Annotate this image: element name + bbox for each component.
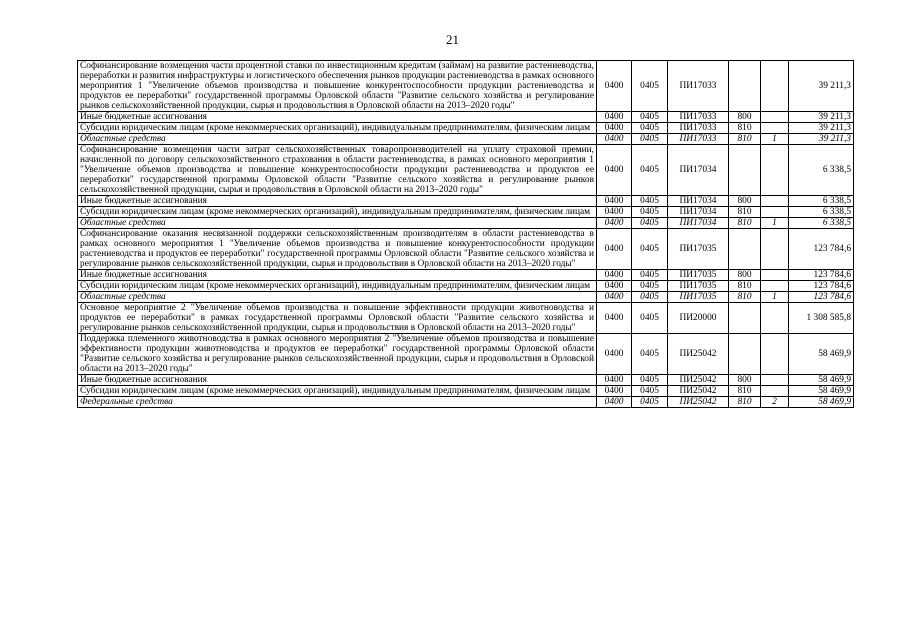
expense-type-code — [729, 334, 761, 375]
target-article-code: ПИ17035 — [668, 281, 729, 292]
funding-source-code — [761, 61, 789, 112]
amount: 39 211,3 — [789, 123, 854, 134]
subsection-code: 0405 — [632, 61, 668, 112]
row-description: Иные бюджетные ассигнования — [78, 375, 597, 386]
subsection-code: 0405 — [632, 112, 668, 123]
target-article-code: ПИ17035 — [668, 292, 729, 303]
expense-type-code: 810 — [729, 292, 761, 303]
funding-source-code — [761, 145, 789, 196]
subsection-code: 0405 — [632, 145, 668, 196]
table-row — [78, 207, 854, 218]
subsection-code: 0405 — [632, 281, 668, 292]
budget-table — [77, 60, 854, 408]
page-number: 21 — [446, 32, 459, 47]
table-row — [78, 334, 854, 375]
funding-source-code: 2 — [761, 397, 789, 408]
target-article-code: ПИ25042 — [668, 334, 729, 375]
table-row — [78, 112, 854, 123]
funding-source-code — [761, 112, 789, 123]
funding-source-code — [761, 281, 789, 292]
table-row — [78, 303, 854, 334]
funding-source-code — [761, 123, 789, 134]
amount: 58 469,9 — [789, 397, 854, 408]
amount: 123 784,6 — [789, 270, 854, 281]
section-code: 0400 — [597, 61, 632, 112]
subsection-code: 0405 — [632, 292, 668, 303]
subsection-code: 0405 — [632, 270, 668, 281]
table-row — [78, 229, 854, 270]
subsection-code: 0405 — [632, 229, 668, 270]
table-row — [78, 397, 854, 408]
subsection-code: 0405 — [632, 134, 668, 145]
section-code: 0400 — [597, 303, 632, 334]
table-row — [78, 270, 854, 281]
subsection-code: 0405 — [632, 218, 668, 229]
section-code: 0400 — [597, 292, 632, 303]
amount: 58 469,9 — [789, 334, 854, 375]
table-row — [78, 134, 854, 145]
section-code: 0400 — [597, 196, 632, 207]
expense-type-code: 810 — [729, 386, 761, 397]
target-article-code: ПИ17035 — [668, 229, 729, 270]
row-description: Субсидии юридическим лицам (кроме некоммерческих организаций), индивидуальным предпринимателям, физическим лицам — [78, 207, 597, 218]
section-code: 0400 — [597, 375, 632, 386]
funding-source-code: 1 — [761, 134, 789, 145]
row-description: Иные бюджетные ассигнования — [78, 112, 597, 123]
amount: 6 338,5 — [789, 207, 854, 218]
expense-type-code — [729, 145, 761, 196]
funding-source-code — [761, 196, 789, 207]
row-description: Софинансирование возмещения части процентной ставки по инвестиционным кредитам (займам) на развитие растениеводства, переработки и развития инфраструктуры и логистического обеспечения рынков продукции растениеводства в рамках основного мероприятия 1 "Увеличение объемов производства и повышение конкурентоспособности продукции растениеводства и продуктов ее переработки" государственной программы Орловской области "Развитие сельского хозяйства и регулирование рынков сельскохозяйственной продукции, сырья и продовольствия в Орловской области на 2013–2020 годы" — [78, 61, 597, 112]
target-article-code: ПИ17033 — [668, 112, 729, 123]
amount: 6 338,5 — [789, 196, 854, 207]
amount: 58 469,9 — [789, 386, 854, 397]
amount: 39 211,3 — [789, 134, 854, 145]
amount: 6 338,5 — [789, 145, 854, 196]
subsection-code: 0405 — [632, 303, 668, 334]
subsection-code: 0405 — [632, 207, 668, 218]
row-description: Областные средства — [78, 292, 597, 303]
expense-type-code: 810 — [729, 207, 761, 218]
row-description: Субсидии юридическим лицам (кроме некоммерческих организаций), индивидуальным предпринимателям, физическим лицам — [78, 386, 597, 397]
row-description: Федеральные средства — [78, 397, 597, 408]
expense-type-code: 800 — [729, 196, 761, 207]
target-article-code: ПИ25042 — [668, 375, 729, 386]
section-code: 0400 — [597, 229, 632, 270]
target-article-code: ПИ25042 — [668, 397, 729, 408]
amount: 6 338,5 — [789, 218, 854, 229]
amount: 123 784,6 — [789, 281, 854, 292]
target-article-code: ПИ17035 — [668, 270, 729, 281]
expense-type-code: 800 — [729, 375, 761, 386]
row-description: Софинансирование возмещения части затрат сельскохозяйственных товаропроизводителей на уплату страховой премии, начисленной по договору сельскохозяйственного страхования в области растениеводства, в рамках основного мероприятия 1 "Увеличение объемов производства и повышение конкурентоспособности продукции растениеводства и продуктов ее переработки" государственной программы Орловской области "Развитие сельского хозяйства и регулирование рынков сельскохозяйственной продукции, сырья и продовольствия в Орловской области на 2013–2020 годы" — [78, 145, 597, 196]
expense-type-code: 810 — [729, 134, 761, 145]
row-description: Иные бюджетные ассигнования — [78, 270, 597, 281]
target-article-code: ПИ17034 — [668, 145, 729, 196]
row-description: Субсидии юридическим лицам (кроме некоммерческих организаций), индивидуальным предпринимателям, физическим лицам — [78, 281, 597, 292]
expense-type-code: 800 — [729, 112, 761, 123]
subsection-code: 0405 — [632, 196, 668, 207]
expense-type-code — [729, 229, 761, 270]
amount: 39 211,3 — [789, 112, 854, 123]
table-row — [78, 218, 854, 229]
target-article-code: ПИ17034 — [668, 207, 729, 218]
row-description: Областные средства — [78, 218, 597, 229]
table-row — [78, 123, 854, 134]
expense-type-code: 810 — [729, 218, 761, 229]
expense-type-code — [729, 61, 761, 112]
subsection-code: 0405 — [632, 386, 668, 397]
funding-source-code — [761, 270, 789, 281]
expense-type-code: 800 — [729, 270, 761, 281]
table-row — [78, 145, 854, 196]
target-article-code: ПИ20000 — [668, 303, 729, 334]
table-row — [78, 61, 854, 112]
expense-type-code — [729, 303, 761, 334]
target-article-code: ПИ17034 — [668, 196, 729, 207]
expense-type-code: 810 — [729, 123, 761, 134]
expense-type-code: 810 — [729, 281, 761, 292]
section-code: 0400 — [597, 281, 632, 292]
section-code: 0400 — [597, 123, 632, 134]
section-code: 0400 — [597, 134, 632, 145]
section-code: 0400 — [597, 207, 632, 218]
target-article-code: ПИ17033 — [668, 61, 729, 112]
amount: 58 469,9 — [789, 375, 854, 386]
row-description: Областные средства — [78, 134, 597, 145]
section-code: 0400 — [597, 397, 632, 408]
table-row — [78, 386, 854, 397]
row-description: Софинансирование оказания несвязанной поддержки сельскохозяйственным производителям в области растениеводства в рамках основного мероприятия 1 "Увеличение объемов производства и повышение конкурентоспособности продукции растениеводства и продуктов ее переработки" государственной программы Орловской области "Развитие сельского хозяйства и регулирование рынков сельскохозяйственной продукции, сырья и продовольствия в Орловской области на 2013–2020 годы" — [78, 229, 597, 270]
table-row — [78, 375, 854, 386]
funding-source-code: 1 — [761, 292, 789, 303]
section-code: 0400 — [597, 386, 632, 397]
funding-source-code — [761, 386, 789, 397]
expense-type-code: 810 — [729, 397, 761, 408]
section-code: 0400 — [597, 112, 632, 123]
budget-table-body — [78, 61, 854, 408]
row-description: Поддержка племенного животноводства в рамках основного мероприятия 2 "Увеличение объемов производства и повышение эффективности продукции животноводства и продуктов ее переработки" государственной программы Орловской области "Развитие сельского хозяйства и регулирование рынков сельскохозяйственной продукции, сырья и продовольствия в Орловской области на 2013–2020 годы" — [78, 334, 597, 375]
row-description: Иные бюджетные ассигнования — [78, 196, 597, 207]
funding-source-code — [761, 207, 789, 218]
table-row — [78, 292, 854, 303]
table-row — [78, 281, 854, 292]
subsection-code: 0405 — [632, 397, 668, 408]
amount: 39 211,3 — [789, 61, 854, 112]
section-code: 0400 — [597, 270, 632, 281]
funding-source-code — [761, 303, 789, 334]
target-article-code: ПИ17034 — [668, 218, 729, 229]
target-article-code: ПИ17033 — [668, 134, 729, 145]
section-code: 0400 — [597, 145, 632, 196]
funding-source-code — [761, 229, 789, 270]
target-article-code: ПИ17033 — [668, 123, 729, 134]
row-description: Субсидии юридическим лицам (кроме некоммерческих организаций), индивидуальным предпринимателям, физическим лицам — [78, 123, 597, 134]
target-article-code: ПИ25042 — [668, 386, 729, 397]
subsection-code: 0405 — [632, 123, 668, 134]
funding-source-code — [761, 375, 789, 386]
funding-source-code: 1 — [761, 218, 789, 229]
funding-source-code — [761, 334, 789, 375]
amount: 123 784,6 — [789, 229, 854, 270]
row-description: Основное мероприятие 2 "Увеличение объемов производства и повышение эффективности продукции животноводства и продуктов ее переработки" в рамках государственной программы Орловской области "Развитие сельского хозяйства и регулирование рынков сельскохозяйственной продукции, сырья и продовольствия в Орловской области на 2013–2020 годы" — [78, 303, 597, 334]
section-code: 0400 — [597, 334, 632, 375]
amount: 1 308 585,8 — [789, 303, 854, 334]
section-code: 0400 — [597, 218, 632, 229]
subsection-code: 0405 — [632, 375, 668, 386]
subsection-code: 0405 — [632, 334, 668, 375]
table-row — [78, 196, 854, 207]
amount: 123 784,6 — [789, 292, 854, 303]
